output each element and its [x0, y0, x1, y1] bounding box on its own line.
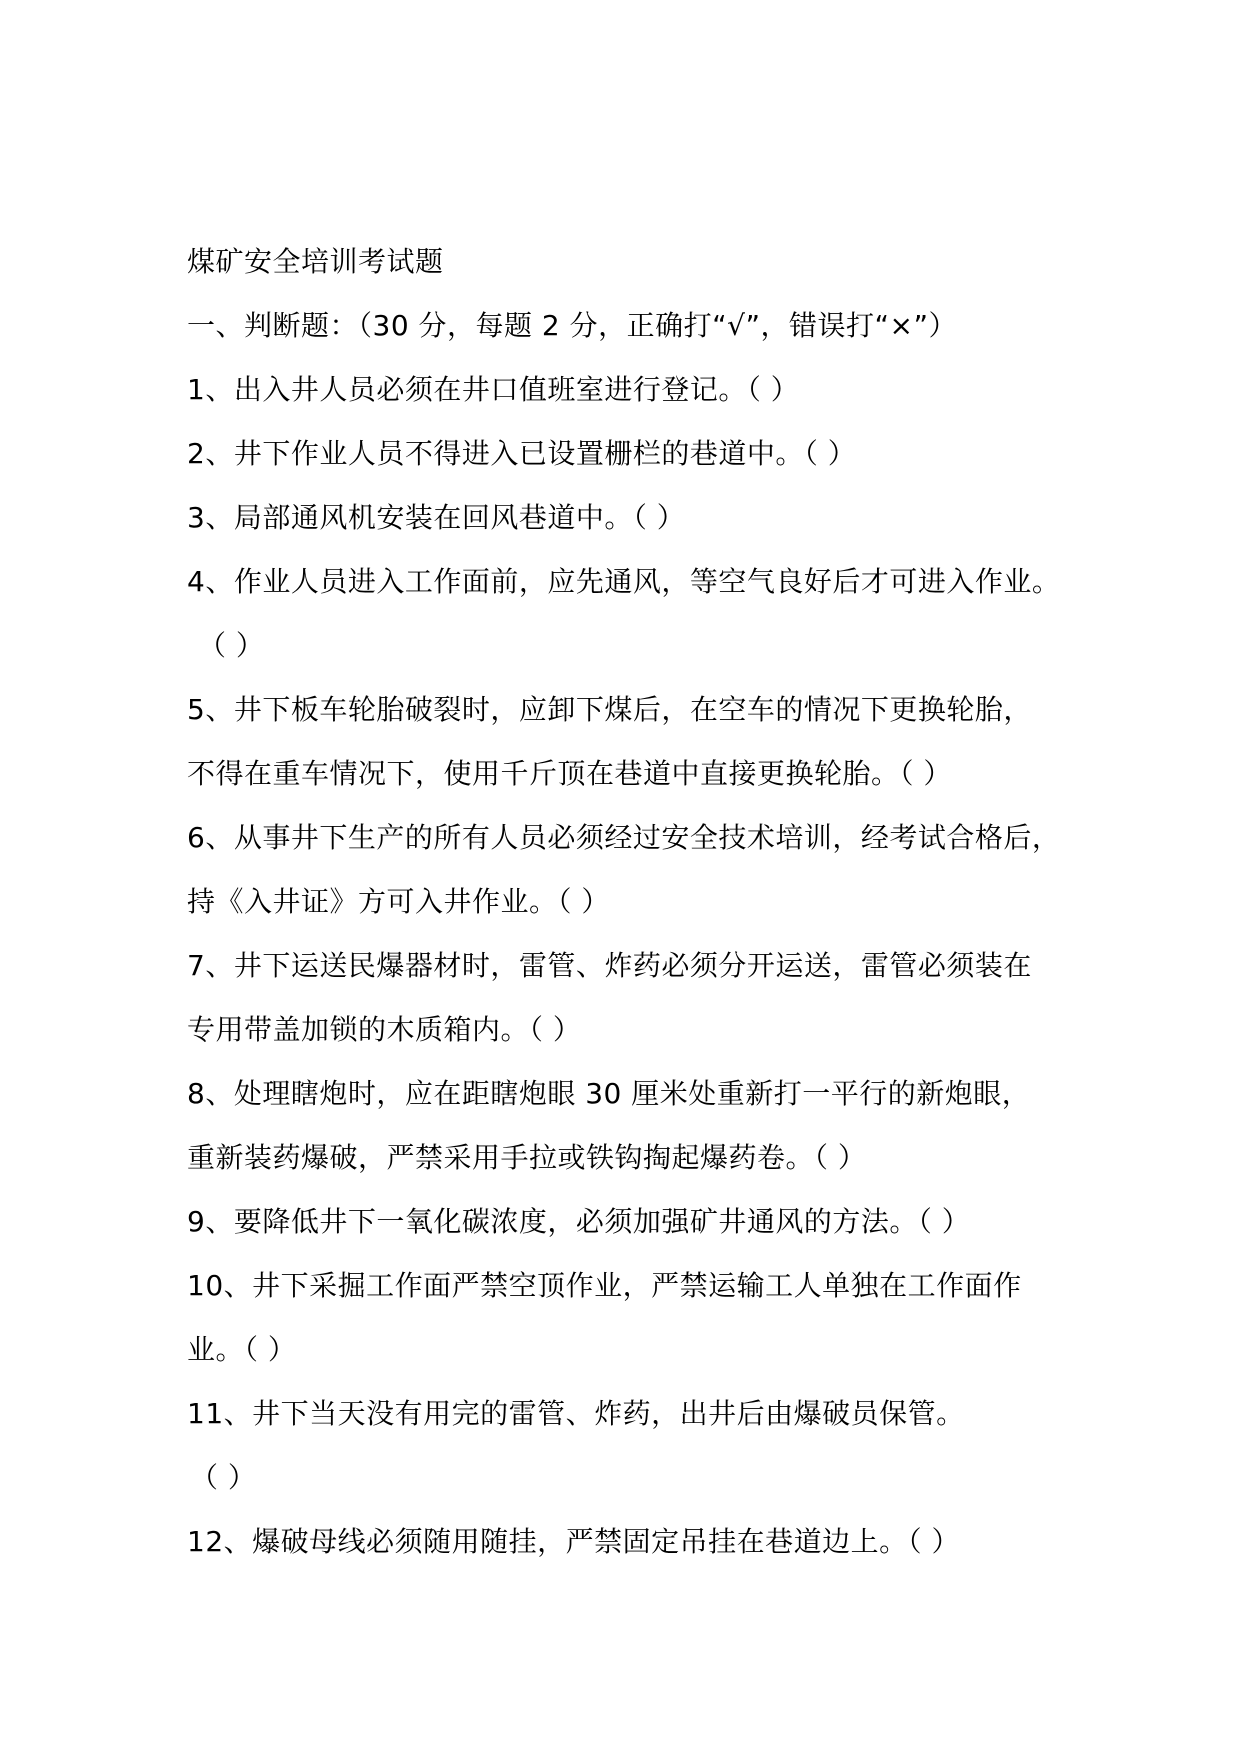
question-line: （ ）	[190, 1461, 257, 1494]
question-line: 3、局部通风机安装在回风巷道中。（ ）	[187, 501, 686, 534]
question-line: 11、井下当天没有用完的雷管、炸药，出井后由爆破员保管。	[187, 1397, 965, 1430]
section-heading: 一、判断题：（30 分，每题 2 分，正确打“√”，错误打“×”）	[187, 309, 957, 342]
document-title: 煤矿安全培训考试题	[187, 245, 444, 278]
question-line: 专用带盖加锁的木质箱内。（ ）	[187, 1013, 582, 1046]
question-line: （ ）	[198, 629, 265, 662]
question-line: 12、爆破母线必须随用随挂，严禁固定吊挂在巷道边上。（ ）	[187, 1525, 961, 1558]
question-line: 6、从事井下生产的所有人员必须经过安全技术培训，经考试合格后，	[187, 821, 1061, 854]
question-line: 9、要降低井下一氧化碳浓度，必须加强矿井通风的方法。（ ）	[187, 1205, 971, 1238]
question-line: 7、井下运送民爆器材时，雷管、炸药必须分开运送，雷管必须装在	[187, 949, 1032, 982]
question-line: 2、井下作业人员不得进入已设置栅栏的巷道中。（ ）	[187, 437, 857, 470]
question-line: 1、出入井人员必须在井口值班室进行登记。（ ）	[187, 373, 800, 406]
question-line: 重新装药爆破，严禁采用手拉或铁钩掏起爆药卷。（ ）	[187, 1141, 867, 1174]
question-line: 持《入井证》方可入井作业。（ ）	[187, 885, 610, 918]
question-line: 业。（ ）	[187, 1333, 297, 1366]
question-line: 10、井下采掘工作面严禁空顶作业，严禁运输工人单独在工作面作	[187, 1269, 1022, 1302]
question-line: 不得在重车情况下，使用千斤顶在巷道中直接更换轮胎。（ ）	[187, 757, 952, 790]
question-line: 4、作业人员进入工作面前，应先通风，等空气良好后才可进入作业。	[187, 565, 1061, 598]
question-line: 8、处理瞎炮时，应在距瞎炮眼 30 厘米处重新打一平行的新炮眼，	[187, 1077, 1031, 1110]
question-line: 5、井下板车轮胎破裂时，应卸下煤后，在空车的情况下更换轮胎，	[187, 693, 1032, 726]
